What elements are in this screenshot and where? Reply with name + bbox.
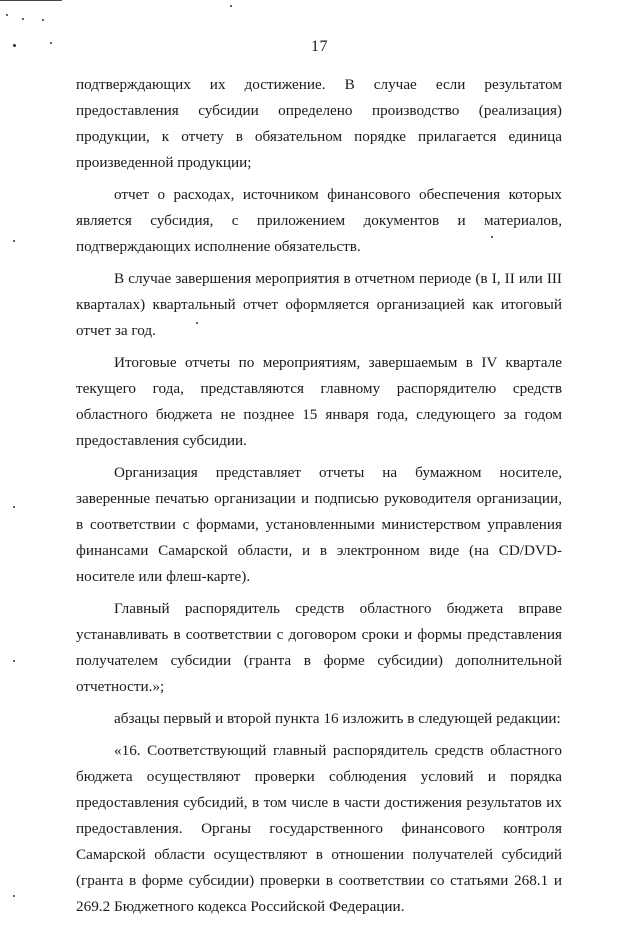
scan-artifact-dot [13,506,15,508]
paragraph: подтверждающих их достижение. В случае если результатом предоставления субсидии определено производство (реализация) продукции, к отчету в обязательном порядке прилагается единица произведенной продукции; [76,76,562,171]
scan-artifact-dot [42,19,44,21]
paragraph: Итоговые отчеты по мероприятиям, завершаемым в IV квартале текущего года, представляются главному распорядителю средств областного бюджета не позднее 15 января года, следующего за годом предоставления субсидии. [76,354,562,449]
paragraph: Главный распорядитель средств областного бюджета вправе устанавливать в соответствии с договором сроки и формы представления получателем субсидии (гранта в форме субсидии) дополнительной отчетности.»; [76,600,562,695]
scan-artifact-dot [22,18,24,20]
paragraph: Организация представляет отчеты на бумажном носителе, заверенные печатью организации и подписью руководителя организации, в соответствии с формами, установленными министерством управления финансами Самарской области, и в электронном виде (на CD/DVD-носителе или флеш-карте). [76,464,562,585]
scan-artifact-dot [13,895,15,897]
scan-artifact-dot [6,14,8,16]
page-number: 17 [311,38,328,55]
scan-artifact-dot [230,5,232,7]
paragraph: «16. Соответствующий главный распорядитель средств областного бюджета осуществляют проверки соблюдения условий и порядка предоставления субсидий, в том числе в части достижения результатов их предоставления. Органы государственного финансового контроля Самарской области осуществляют в отношении получателей субсидий (гранта в форме субсидии) проверки в соответствии со статьями 268.1 и 269.2 Бюджетного кодекса Российской Федерации. [76,742,562,915]
scan-artifact-line [0,0,62,1]
scan-artifact-dot [13,240,15,242]
paragraph: В случае завершения мероприятия в отчетном периоде (в I, II или III кварталах) квартальный отчет оформляется организацией как итоговый отчет за год. [76,270,562,339]
paragraph: отчет о расходах, источником финансового обеспечения которых является субсидия, с приложением документов и материалов, подтверждающих исполнение обязательств. [76,186,562,255]
paragraph: абзацы первый и второй пункта 16 изложить в следующей редакции: [114,710,561,727]
document-body [76,72,562,926]
scan-artifact-dot [13,660,15,662]
